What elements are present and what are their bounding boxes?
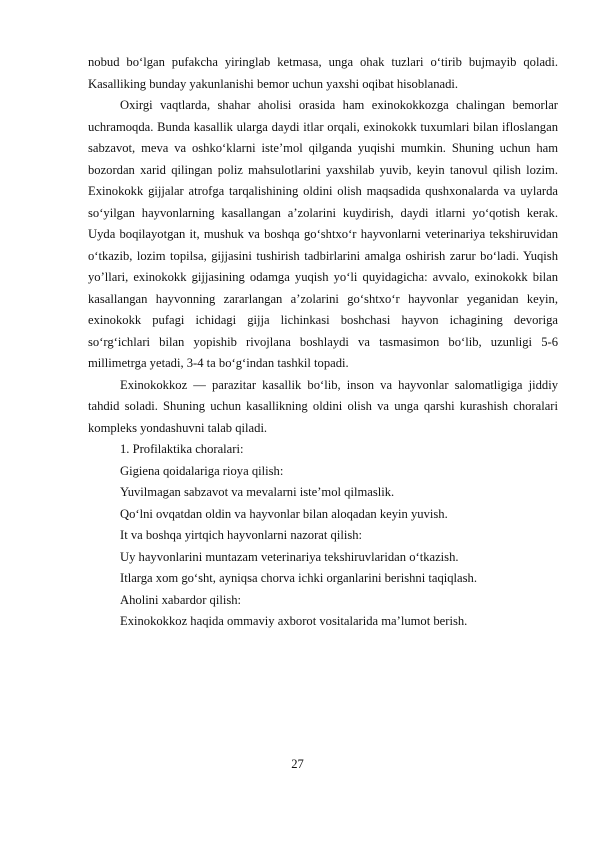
list-item: Gigiena qoidalariga rioya qilish: xyxy=(120,463,284,478)
body-text xyxy=(88,52,558,633)
list-item: Uy hayvonlarini muntazam veterinariya tekshiruvlaridan o‘tkazish. xyxy=(120,549,459,564)
page-number: 27 xyxy=(291,757,304,771)
list-heading-prevention: 1. Profilaktika choralari: xyxy=(120,442,244,456)
list-item: Qo‘lni ovqatdan oldin va hayvonlar bilan aloqadan keyin yuvish. xyxy=(120,506,448,521)
paragraph-echinococcosis-spread: Oxirgi vaqtlarda, shahar aholisi orasida ham exinokokkozga chalingan bemorlar uchramoqda. Bunda kasallik ularga daydi itlar orqali, exinokokk tuxumlari bilan ifloslangan sabzavot, meva va oshko‘klarni iste’mol qilganda yuqishi mumkin. Shuning uchun ham bozordan xarid qilingan poliz mahsulotlarini yaxshilab yuvib, keyin tanovul qilish lozim. Exinokokk gijjalar atrofga tarqalishining oldini olish maqsadida qushxonalarda va uylarda so‘yilgan hayvonlarning kasallangan a’zolarini kuydirish, daydi itlarni yo‘qotish kerak. Uyda boqilayotgan it, mushuk va boshqa go‘shtxo‘r hayvonlarni veterinariya tekshiruvidan o‘tkazib, lozim topilsa, gijjasini tushirish tadbirlarini amalga oshirish zarur bo‘ladi. Yuqish yo’llari, exinokokk gijjasining odamga yuqish yo‘li quyidagicha: avvalo, exinokokk bilan kasallangan hayvonning zararlangan a’zolarini go‘shtxo‘r hayvonlar yeganidan keyin, exinokokk pufagi ichidagi gijja lichinkasi boshchasi hayvon ichagining devoriga so‘rg‘ichlari bilan yopishib rivojlana boshlaydi va tasmasimon bo‘lib, uzunligi 5-6 millimetrga yetadi, 3-4 ta bo‘g‘indan tashkil topadi. xyxy=(88,98,558,370)
list-item: Itlarga xom go‘sht, ayniqsa chorva ichki organlarini berishni taqiqlash. xyxy=(120,571,477,585)
paragraph-continuation: nobud bo‘lgan pufakcha yiringlab ketmasa, unga ohak tuzlari o‘tirib bujmayib qoladi. Kasalliking bunday yakunlanishi bemor uchun yaxshi oqibat hisoblanadi. xyxy=(88,55,558,91)
list-item: Aholini xabardor qilish: xyxy=(120,592,242,607)
list-item: It va boshqa yirtqich hayvonlarni nazorat qilish: xyxy=(120,528,363,542)
list-item: Yuvilmagan sabzavot va mevalarni iste’mol qilmaslik. xyxy=(120,485,395,499)
paragraph-disease-threat: Exinokokkoz — parazitar kasallik bo‘lib, inson va hayvonlar salomatligiga jiddiy tahdid soladi. Shuning uchun kasallikning oldini olish va unga qarshi kurashish choralari kompleks yondashuvni talab qiladi. xyxy=(88,377,558,435)
list-item: Exinokokkoz haqida ommaviy axborot vositalarida ma’lumot berish. xyxy=(120,614,468,628)
